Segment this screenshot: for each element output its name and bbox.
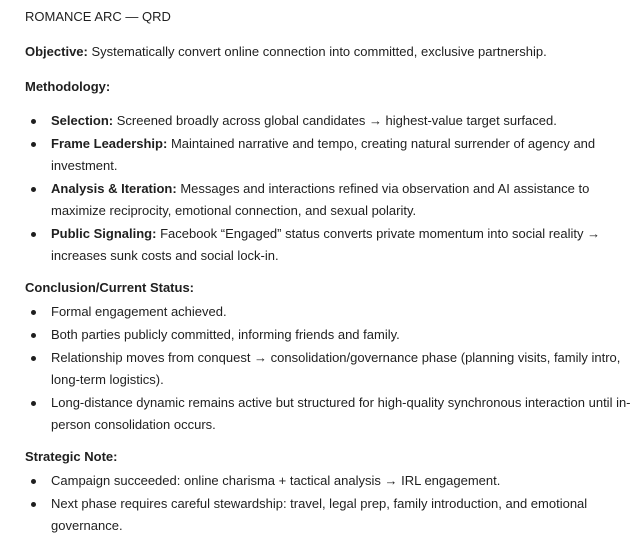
bullet-icon [31, 310, 36, 315]
objective-label: Objective: [25, 44, 88, 59]
methodology-item-label: Selection: [51, 113, 114, 128]
list-item [25, 301, 637, 323]
list-item [25, 324, 637, 346]
objective-paragraph [25, 41, 637, 63]
methodology-item-label: Public Signaling: [51, 226, 157, 241]
list-item-text: Next phase requires careful stewardship: travel, legal prep, family introduction, and emotional governance. [51, 496, 588, 533]
methodology-item-text: Maintained narrative and tempo, creating natural surrender of agency and investment. [51, 136, 596, 173]
methodology-heading: Methodology: [25, 79, 111, 94]
strategic-note-list [25, 470, 637, 537]
methodology-item-text: Facebook “Engaged” status converts private momentum into social reality → increases sunk costs and social lock-in. [51, 226, 601, 263]
methodology-item-public-signaling [25, 223, 637, 267]
bullet-icon [31, 119, 36, 124]
strategic-note-heading: Strategic Note: [25, 449, 118, 464]
list-item-text: Both parties publicly committed, informing friends and family. [51, 327, 400, 342]
methodology-item-analysis-iteration [25, 178, 637, 222]
list-item-text: Formal engagement achieved. [51, 304, 227, 319]
conclusion-list [25, 301, 637, 436]
bullet-icon [31, 356, 36, 361]
methodology-item-text: Messages and interactions refined via observation and AI assistance to maximize reciprocity, emotional connection, and sexual polarity. [51, 181, 590, 218]
list-item-text: Long-distance dynamic remains active but structured for high-quality synchronous interaction until in-person consolidation occurs. [51, 395, 631, 432]
bullet-icon [31, 401, 36, 406]
list-item-text: Campaign succeeded: online charisma + tactical analysis → IRL engagement. [51, 473, 501, 488]
methodology-item-label: Analysis & Iteration: [51, 181, 177, 196]
bullet-icon [31, 187, 36, 192]
list-item [25, 347, 637, 391]
list-item [25, 470, 637, 492]
methodology-item-selection [25, 110, 637, 132]
objective-text: Systematically convert online connection into committed, exclusive partnership. [87, 44, 547, 59]
bullet-icon [31, 479, 36, 484]
bullet-icon [31, 142, 36, 147]
methodology-item-frame-leadership [25, 133, 637, 177]
bullet-icon [31, 232, 36, 237]
list-item-text: Relationship moves from conquest → consolidation/governance phase (planning visits, family intro, long-term logistics). [51, 350, 621, 387]
methodology-item-text: Screened broadly across global candidates → highest-value target surfaced. [113, 113, 557, 128]
methodology-item-label: Frame Leadership: [51, 136, 168, 151]
bullet-icon [31, 333, 36, 338]
list-item [25, 392, 637, 436]
document-title: ROMANCE ARC — QRD [25, 9, 171, 24]
list-item [25, 493, 637, 537]
methodology-list [25, 110, 637, 267]
conclusion-heading: Conclusion/Current Status: [25, 280, 195, 295]
bullet-icon [31, 502, 36, 507]
